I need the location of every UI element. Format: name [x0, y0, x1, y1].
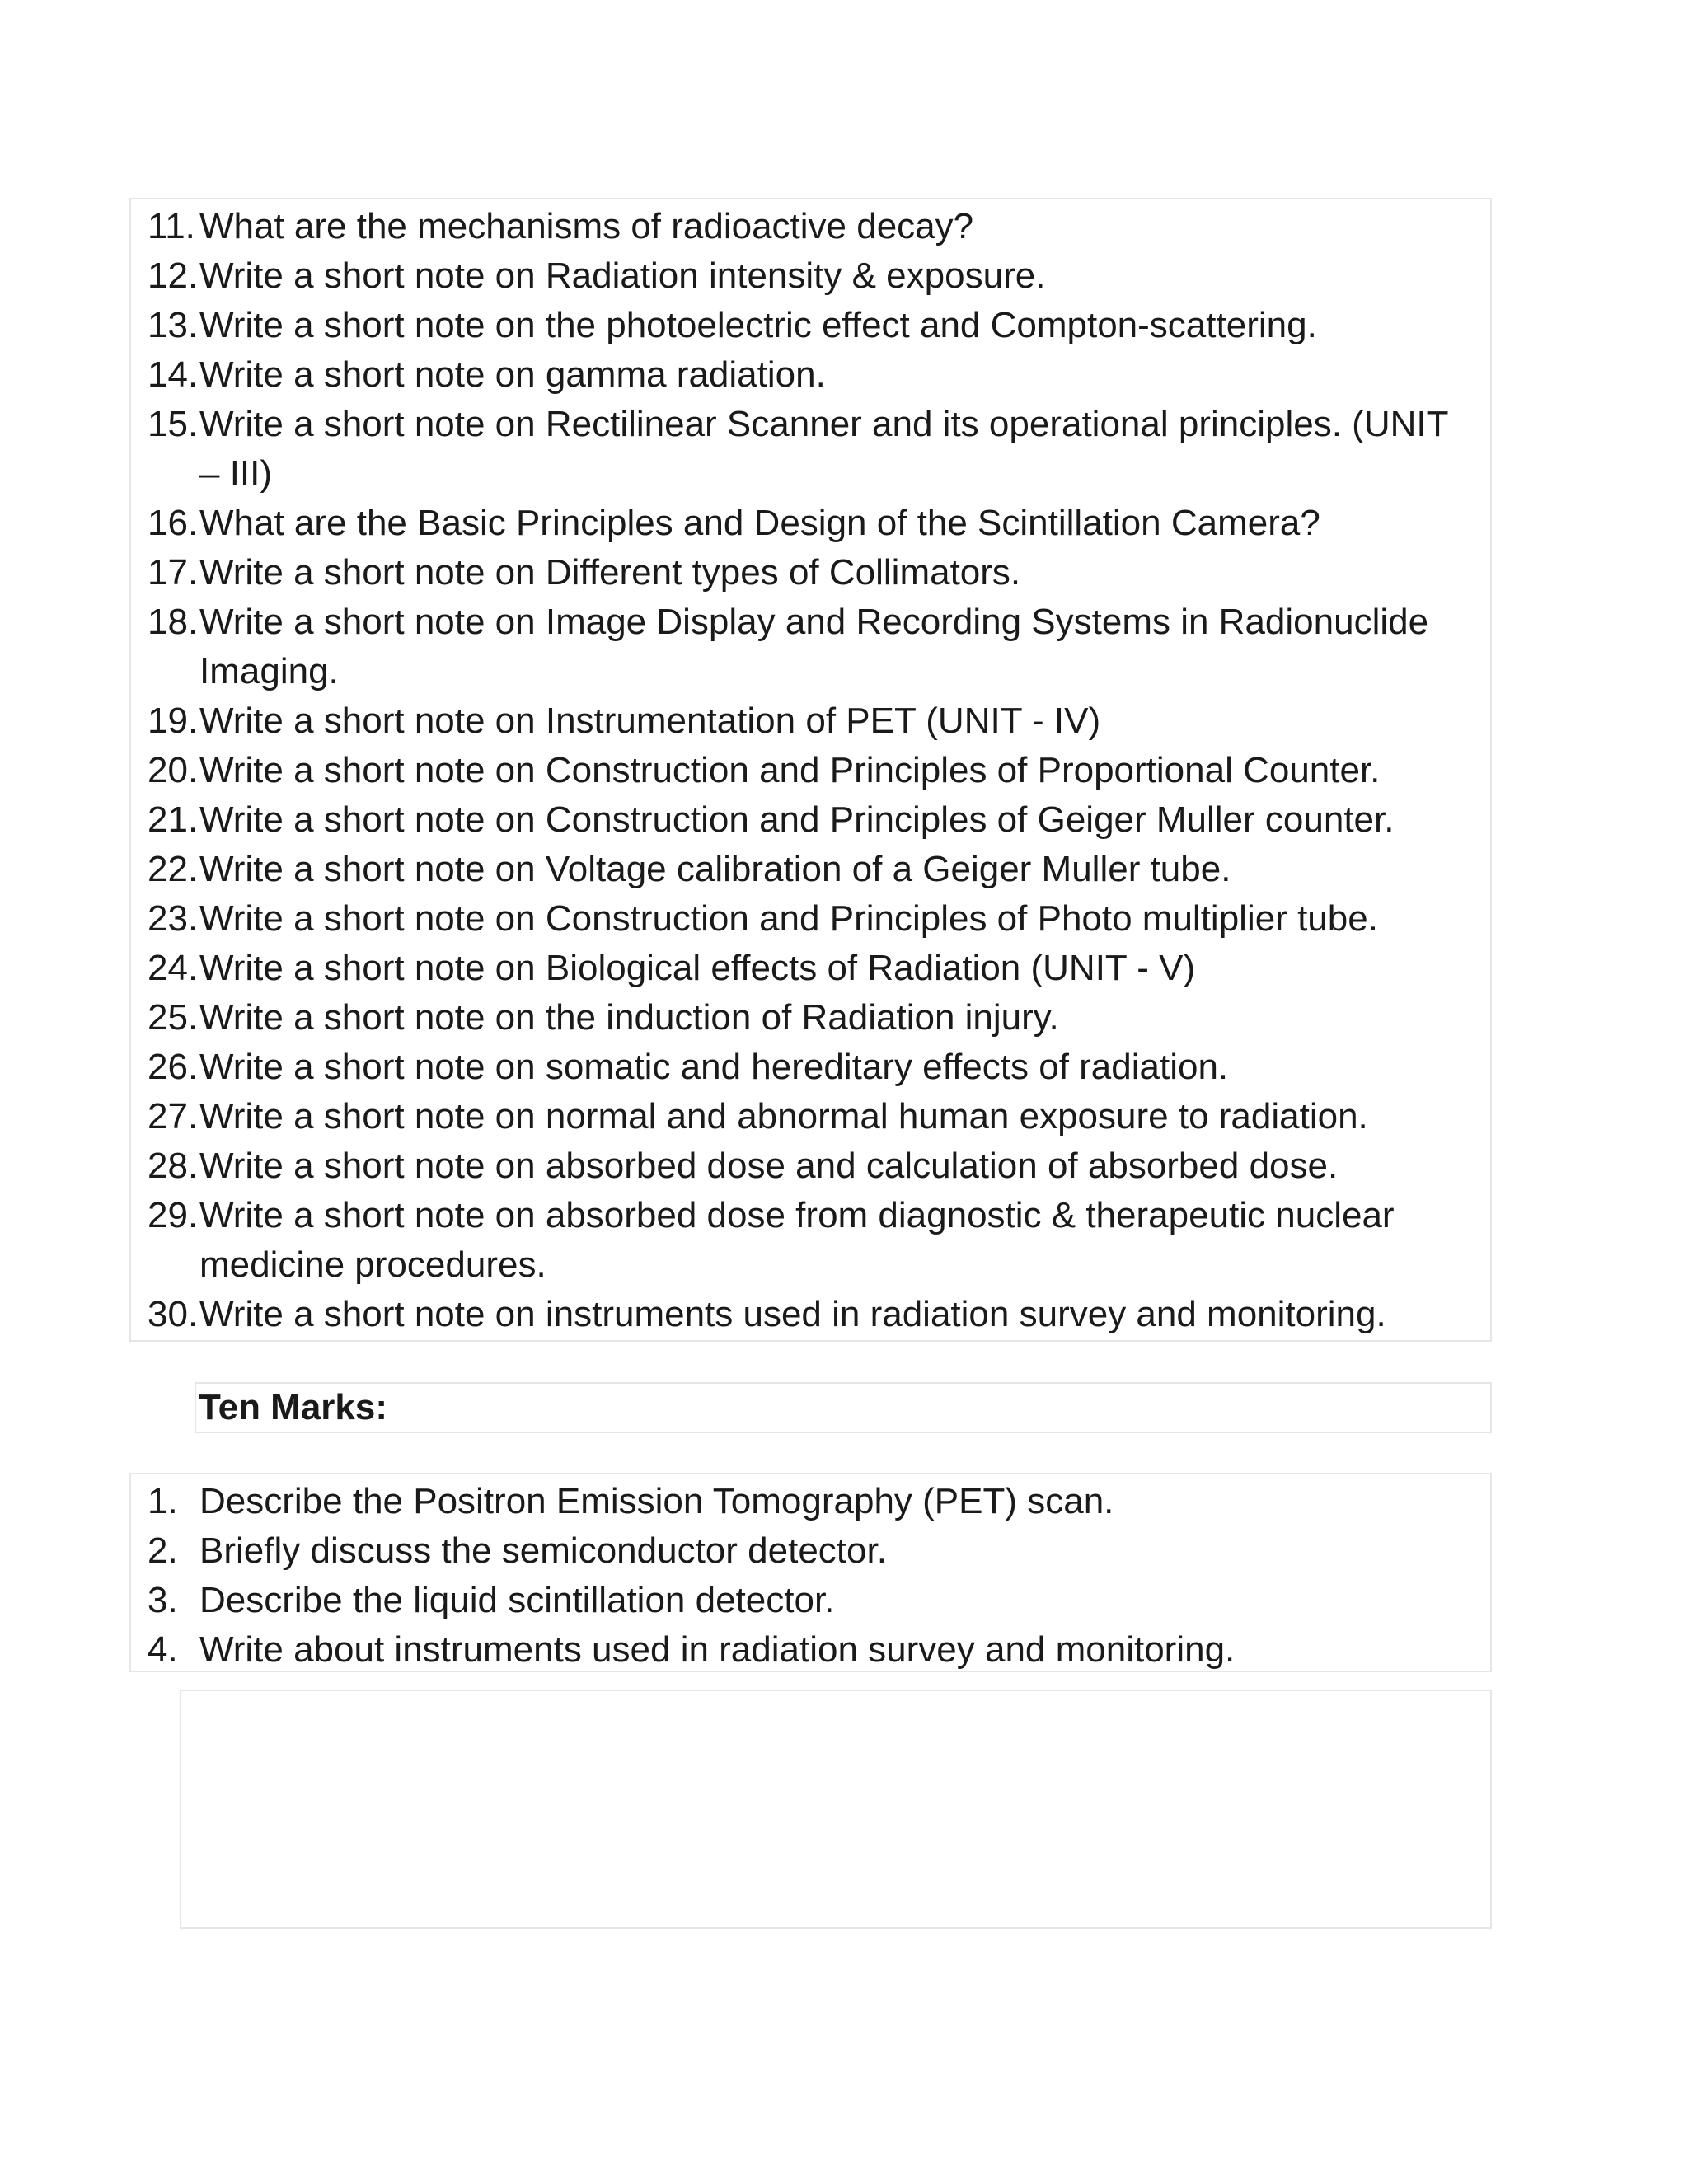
question-text: Describe the liquid scintillation detector.	[199, 1580, 835, 1620]
question-text: Write a short note on Rectilinear Scanner and its operational principles. (UNIT – III)	[199, 404, 1448, 494]
question-text: Write a short note on Voltage calibration of a Geiger Muller tube.	[199, 849, 1231, 889]
question-item	[129, 499, 1492, 548]
question-text: Write a short note on normal and abnormal human exposure to radiation.	[199, 1096, 1368, 1137]
section-heading: Ten Marks:	[199, 1387, 388, 1427]
question-item	[129, 251, 1492, 301]
question-text: Write about instruments used in radiation survey and monitoring.	[199, 1629, 1236, 1670]
question-item	[129, 993, 1492, 1043]
question-text: Write a short note on Radiation intensity & exposure.	[199, 255, 1046, 296]
question-text: What are the mechanisms of radioactive decay?	[199, 206, 974, 246]
question-number: 27.	[148, 1096, 199, 1137]
question-number: 20.	[148, 750, 199, 790]
question-number: 1.	[148, 1481, 178, 1521]
question-text: Write a short note on absorbed dose and calculation of absorbed dose.	[199, 1146, 1339, 1186]
question-text: Write a short note on Construction and Principles of Photo multiplier tube.	[199, 898, 1378, 939]
question-number: 26.	[148, 1047, 199, 1087]
question-item	[129, 548, 1492, 598]
section-heading-frame	[195, 1382, 1492, 1433]
question-number: 30.	[148, 1294, 199, 1334]
question-number: 2.	[148, 1530, 178, 1571]
question-text: Write a short note on instruments used in radiation survey and monitoring.	[199, 1294, 1386, 1334]
question-item	[129, 944, 1492, 993]
question-number: 25.	[148, 997, 199, 1038]
question-number: 28.	[148, 1146, 199, 1186]
question-text: Write a short note on Instrumentation of PET (UNIT - IV)	[199, 701, 1101, 741]
question-text: Briefly discuss the semiconductor detector.	[199, 1530, 887, 1571]
question-text: Write a short note on the photoelectric effect and Compton-scattering.	[199, 305, 1317, 345]
question-item	[129, 894, 1492, 944]
question-item	[129, 598, 1492, 696]
question-item	[129, 301, 1492, 350]
question-text: Write a short note on Construction and Principles of Proportional Counter.	[199, 750, 1381, 790]
question-item	[129, 696, 1492, 746]
question-number: 4.	[148, 1629, 178, 1670]
question-item	[129, 1526, 1492, 1576]
question-item	[129, 1191, 1492, 1290]
question-text: Write a short note on Image Display and Recording Systems in Radionuclide Imaging.	[199, 602, 1429, 691]
question-text: What are the Basic Principles and Design of the Scintillation Camera?	[199, 503, 1320, 543]
question-item	[129, 202, 1492, 251]
question-number: 21.	[148, 799, 199, 840]
question-text: Write a short note on Construction and Principles of Geiger Muller counter.	[199, 799, 1395, 840]
question-number: 18.	[148, 602, 199, 642]
question-number: 22.	[148, 849, 199, 889]
question-number: 12.	[148, 255, 199, 296]
question-number: 23.	[148, 898, 199, 939]
short-questions-list	[129, 202, 1492, 1339]
long-questions-list	[129, 1477, 1492, 1675]
question-item	[129, 1290, 1492, 1339]
question-item	[129, 1141, 1492, 1191]
question-item	[129, 1576, 1492, 1625]
question-number: 16.	[148, 503, 199, 543]
question-number: 11.	[148, 206, 195, 246]
question-item	[129, 1092, 1492, 1141]
empty-frame	[180, 1690, 1492, 1929]
question-text: Write a short note on Biological effects of Radiation (UNIT - V)	[199, 948, 1196, 988]
question-text: Write a short note on Different types of Collimators.	[199, 552, 1021, 593]
question-text: Write a short note on gamma radiation.	[199, 354, 826, 395]
question-item	[129, 795, 1492, 845]
question-text: Write a short note on absorbed dose from diagnostic & therapeutic nuclear medicine procedures.	[199, 1195, 1395, 1285]
question-item	[129, 746, 1492, 795]
question-item	[129, 350, 1492, 400]
question-text: Write a short note on the induction of Radiation injury.	[199, 997, 1059, 1038]
question-text: Describe the Positron Emission Tomography (PET) scan.	[199, 1481, 1114, 1521]
question-item	[129, 1477, 1492, 1526]
question-number: 13.	[148, 305, 199, 345]
question-number: 29.	[148, 1195, 199, 1235]
question-item	[129, 845, 1492, 894]
question-number: 15.	[148, 404, 199, 444]
question-item	[129, 1625, 1492, 1675]
question-text: Write a short note on somatic and hereditary effects of radiation.	[199, 1047, 1229, 1087]
question-number: 17.	[148, 552, 199, 593]
question-number: 14.	[148, 354, 199, 395]
question-number: 24.	[148, 948, 199, 988]
question-item	[129, 1043, 1492, 1092]
question-item	[129, 400, 1492, 499]
question-number: 3.	[148, 1580, 178, 1620]
question-number: 19.	[148, 701, 199, 741]
